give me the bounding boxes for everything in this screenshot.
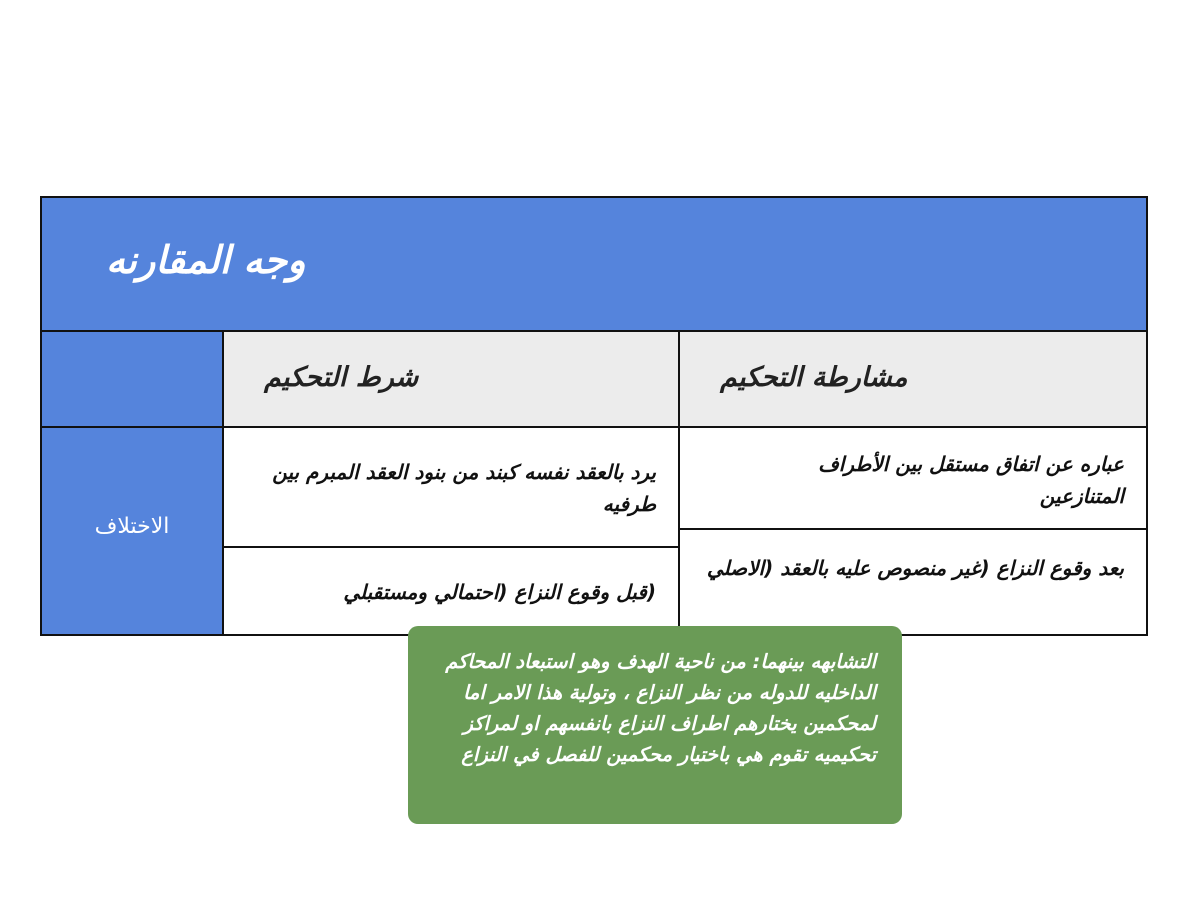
difference-label-cell — [40, 426, 224, 636]
row2-condition: (قبل وقوع النزاع (احتمالي ومستقبلي — [343, 580, 656, 604]
table-title-row — [42, 198, 1146, 332]
similarity-note-box — [408, 626, 902, 824]
header-agreement-cell — [678, 330, 1148, 428]
corner-cell — [40, 330, 224, 428]
row1-condition-cell — [222, 426, 680, 548]
difference-label: الاختلاف — [94, 514, 170, 539]
row2-agreement-cell — [678, 528, 1148, 636]
row1-condition: يرد بالعقد نفسه كبند من بنود العقد المبرم بين طرفيه — [272, 460, 656, 516]
similarity-note: التشابهه بينهما: من ناحية الهدف وهو استبعاد المحاكم الداخليه للدوله من نظر النزاع ، وتولية هذا الامر اما لمحكمين يختارهم اطراف النزاع بانفسهم او لمراكز تحكيميه تقوم هي باختيار محكمين للفصل في النزاع — [445, 650, 876, 766]
header-condition: شرط التحكيم — [264, 362, 419, 393]
header-agreement: مشارطة التحكيم — [720, 362, 908, 393]
row2-agreement: بعد وقوع النزاع (غير منصوص عليه بالعقد (الاصلي — [706, 556, 1124, 580]
table-title: وجه المقارنه — [106, 238, 306, 282]
header-condition-cell — [222, 330, 680, 428]
comparison-table — [40, 196, 1148, 636]
row2-condition-cell — [222, 546, 680, 636]
row1-agreement: عباره عن اتفاق مستقل بين الأطراف المتنازعين — [818, 452, 1124, 508]
row1-agreement-cell — [678, 426, 1148, 530]
